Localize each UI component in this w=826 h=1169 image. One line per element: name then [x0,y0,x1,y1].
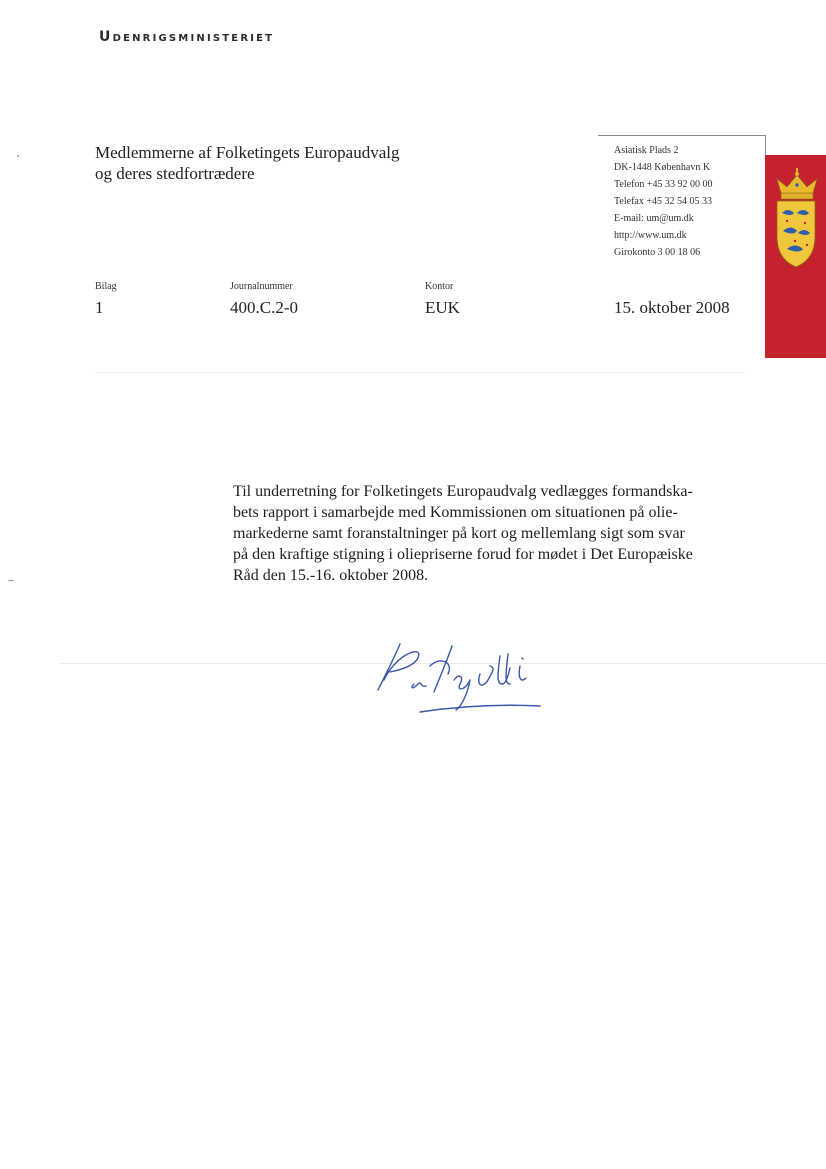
bilag-value: 1 [95,298,104,317]
handwritten-signature [370,632,560,722]
body-line-3: markederne samt foranstaltninger på kort og mellemlang sigt som svar [233,525,685,542]
kontor-label: Kontor [425,281,454,292]
address-rule-vertical [765,135,766,155]
ministry-name: Udenrigsministeriet [99,29,275,45]
royal-coat-of-arms-icon [765,155,826,358]
body-line-2: bets rapport i samarbejde med Kommissionen om situationen på olie- [233,504,678,521]
address-city: DK-1448 København K [614,162,711,173]
body-line-5: Råd den 15.-16. oktober 2008. [233,567,429,584]
letter-date: 15. oktober 2008 [614,298,730,317]
address-fax: Telefax +45 32 54 05 33 [614,196,712,207]
address-giro: Girokonto 3 00 18 06 [614,247,701,258]
recipient-line-1: Medlemmerne af Folketingets Europaudvalg [95,143,400,162]
journal-label: Journalnummer [230,281,293,292]
address-phone: Telefon +45 33 92 00 00 [614,179,713,190]
address-block [614,142,713,261]
journal-value: 400.C.2-0 [230,298,298,317]
scan-speck [8,580,14,581]
recipient-line-2: og deres stedfortrædere [95,164,255,183]
address-web: http://www.um.dk [614,230,687,241]
kontor-value: EUK [425,298,460,317]
letter-body [233,481,753,586]
recipient-block [95,142,400,184]
crest-band [765,155,826,358]
address-rule [598,135,766,136]
body-line-4: på den kraftige stigning i oliepriserne forud for mødet i Det Europæiske [233,546,693,563]
address-street: Asiatisk Plads 2 [614,145,679,156]
scan-speck [17,155,19,157]
divider [95,372,745,373]
bilag-label: Bilag [95,281,117,292]
address-email: E-mail: um@um.dk [614,213,694,224]
body-line-1: Til underretning for Folketingets Europaudvalg vedlægges formandska- [233,483,693,500]
